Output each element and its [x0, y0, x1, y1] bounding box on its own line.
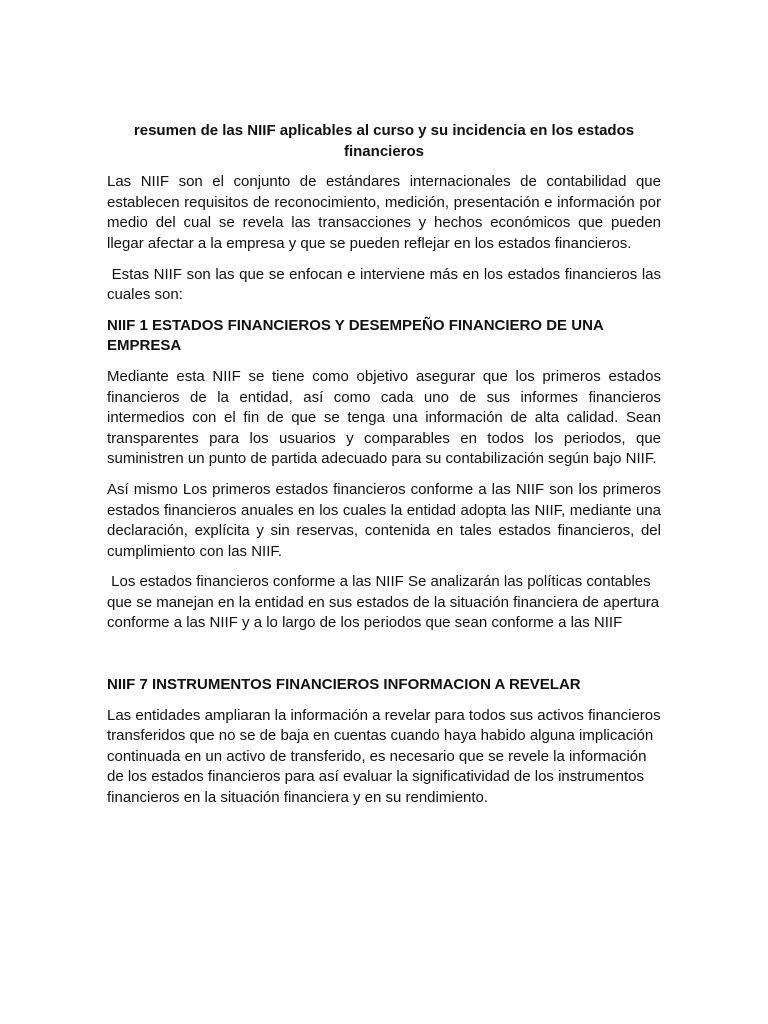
intro-paragraph-2: Estas NIIF son las que se enfocan e interviene más en los estados financieros las cuales son:: [107, 265, 661, 304]
section-heading-niif-1: NIIF 1 ESTADOS FINANCIEROS Y DESEMPEÑO FINANCIERO DE UNA EMPRESA: [107, 316, 604, 355]
document-title: resumen de las NIIF aplicables al curso y su incidencia en los estados financieros: [133, 122, 635, 160]
niif-1-paragraph-3: Los estados financieros conforme a las NIIF Se analizarán las políticas contables que se manejan en la entidad en sus estados de la situación financiera de apertura conforme a las NIIF y a lo largo de los periodos que sean conforme a las NIIF: [107, 573, 660, 632]
section-spacer: [107, 644, 661, 675]
niif-1-paragraph-1: Mediante esta NIIF se tiene como objetivo asegurar que los primeros estados financieros de la entidad, así como cada uno de sus informes financieros intermedios con el fin de que se tenga una información de alta calidad. Sean transparentes para los usuarios y comparables en todos los periodos, que suministren un punto de partida adecuado para su contabilización según bajo NIIF.: [107, 367, 661, 468]
niif-1-paragraph-2: Así mismo Los primeros estados financieros conforme a las NIIF son los primeros estados financieros anuales en los cuales la entidad adopta las NIIF, mediante una declaración, explícita y sin reservas, contenida en tales estados financieros, del cumplimiento con las NIIF.: [107, 480, 661, 560]
document-page: [107, 121, 661, 819]
niif-7-paragraph-1: Las entidades ampliaran la información a revelar para todos sus activos financieros transferidos que no se de baja en cuentas cuando haya habido alguna implicación continuada en un activo de transferido, es necesario que se revele la información de los estados financieros para así evaluar la significatividad de los instrumentos financieros en la situación financiera y en su rendimiento.: [107, 706, 661, 807]
intro-paragraph: Las NIIF son el conjunto de estándares internacionales de contabilidad que establecen requisitos de reconocimiento, medición, presentación e información por medio del cual se revela las transacciones y hechos económicos que pueden llegar afectar a la empresa y que se pueden reflejar en los estados financieros.: [107, 173, 661, 252]
section-heading-niif-7: NIIF 7 INSTRUMENTOS FINANCIEROS INFORMACION A REVELAR: [107, 676, 581, 694]
